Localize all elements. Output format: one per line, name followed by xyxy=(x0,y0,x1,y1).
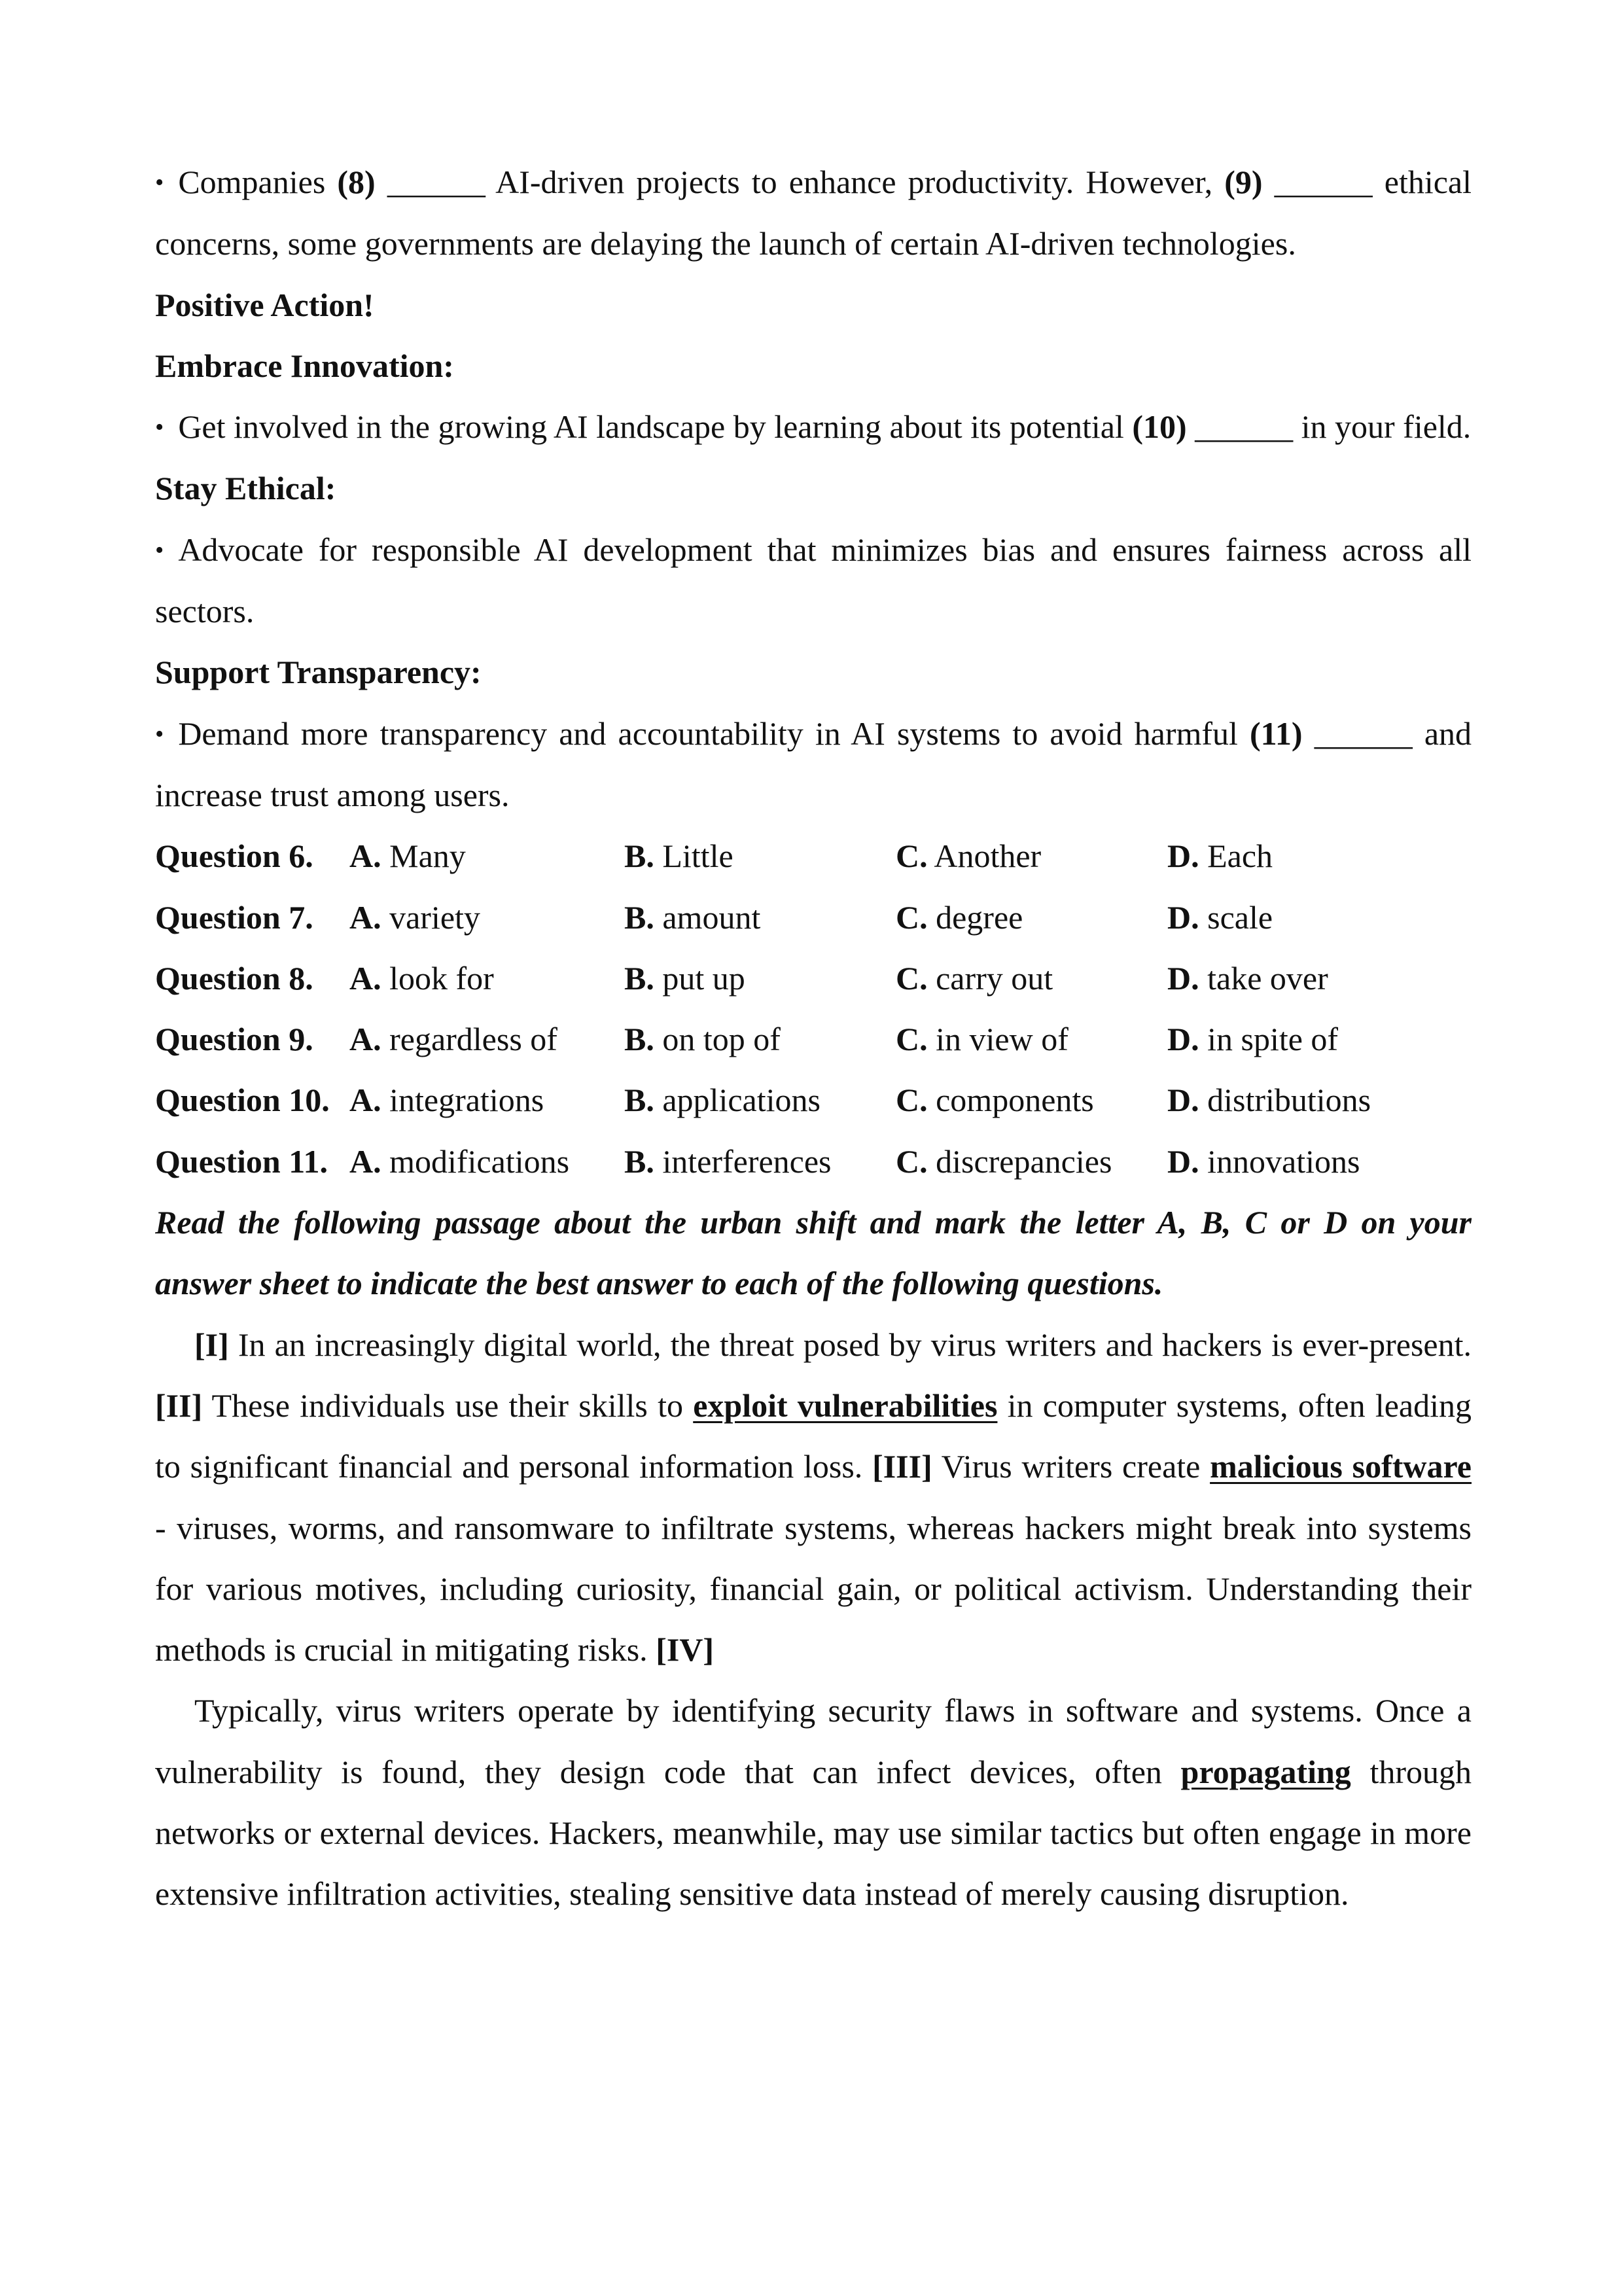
heading-stay-ethical: Stay Ethical: xyxy=(155,470,336,507)
option-c[interactable]: C. components xyxy=(896,1082,1094,1119)
option-d[interactable]: D. take over xyxy=(1167,959,1328,997)
heading-positive-action: Positive Action! xyxy=(155,286,374,323)
marker-ii: [II] xyxy=(155,1386,203,1424)
bullet-companies: • Companies (8) ______ AI-driven projects to enhance productivity. However, (9) ______ ethical concerns, some governments are delaying the launch of certain AI-driven technologies. xyxy=(155,152,1472,275)
question-row xyxy=(155,826,1472,887)
question-list xyxy=(155,826,1472,1192)
marker-iv: [IV] xyxy=(656,1631,715,1669)
option-a[interactable]: A. Many xyxy=(349,838,466,875)
heading-support-transparency: Support Transparency: xyxy=(155,654,482,691)
question-row xyxy=(155,948,1472,1009)
option-b[interactable]: B. Little xyxy=(624,838,733,875)
option-d[interactable]: D. distributions xyxy=(1167,1082,1371,1119)
option-a[interactable]: A. variety xyxy=(349,898,480,936)
blank-number-9: (9) xyxy=(1224,164,1263,200)
option-a[interactable]: A. modifications xyxy=(349,1142,570,1180)
passage-paragraph-1: [I] In an increasingly digital world, the threat posed by virus writers and hackers is ever-present. [II] These individuals use their skills to exploit vulnerabilities in computer systems, often leading to significant financial and personal information loss. [III] Virus writers create malicious software - viruses, worms, and ransomware to infiltrate systems, whereas hackers might break into systems for various motives, including curiosity, financial gain, or political activism. Understanding their methods is crucial in mitigating risks. [IV] xyxy=(155,1326,1472,1669)
option-b[interactable]: B. interferences xyxy=(624,1142,832,1180)
option-c[interactable]: C. degree xyxy=(896,898,1023,936)
option-a[interactable]: A. regardless of xyxy=(349,1021,557,1058)
option-c[interactable]: C. carry out xyxy=(896,959,1053,997)
bullet-support: • Demand more transparency and accountability in AI systems to avoid harmful (11) ______ and increase trust among users. xyxy=(155,703,1472,826)
blank-8: ______ xyxy=(387,164,485,200)
bullet-embrace: • Get involved in the growing AI landscape by learning about its potential (10) ______ in your field. xyxy=(155,397,1472,458)
blank-9: ______ xyxy=(1274,164,1373,200)
option-b[interactable]: B. applications xyxy=(624,1082,821,1119)
option-b[interactable]: B. on top of xyxy=(624,1021,781,1058)
option-d[interactable]: D. innovations xyxy=(1167,1142,1360,1180)
keyword-malicious-software: malicious software xyxy=(1210,1448,1472,1485)
blank-number-8: (8) xyxy=(337,164,376,200)
question-row xyxy=(155,1009,1472,1070)
document-page xyxy=(155,152,1472,1925)
question-row xyxy=(155,887,1472,948)
option-d[interactable]: D. in spite of xyxy=(1167,1021,1339,1058)
question-label: Question 6. xyxy=(155,838,313,875)
bullet-ethical: • Advocate for responsible AI development that minimizes bias and ensures fairness across all sectors. xyxy=(155,520,1472,643)
question-label: Question 8. xyxy=(155,959,313,997)
option-c[interactable]: C. Another xyxy=(896,838,1042,875)
option-d[interactable]: D. Each xyxy=(1167,838,1273,875)
question-row xyxy=(155,1131,1472,1192)
blank-11: ______ xyxy=(1314,715,1413,752)
option-d[interactable]: D. scale xyxy=(1167,898,1273,936)
reading-instruction: Read the following passage about the urban shift and mark the letter A, B, C or D on your answer sheet to indicate the best answer to each of the following questions. xyxy=(155,1204,1472,1302)
option-a[interactable]: A. integrations xyxy=(349,1082,544,1119)
blank-number-10: (10) xyxy=(1132,408,1187,446)
question-label: Question 7. xyxy=(155,898,313,936)
keyword-exploit-vulnerabilities: exploit vulnerabilities xyxy=(693,1386,998,1424)
option-c[interactable]: C. in view of xyxy=(896,1021,1068,1058)
option-a[interactable]: A. look for xyxy=(349,959,494,997)
marker-iii: [III] xyxy=(872,1448,932,1485)
question-label: Question 9. xyxy=(155,1021,313,1058)
option-b[interactable]: B. put up xyxy=(624,959,745,997)
heading-embrace-innovation: Embrace Innovation: xyxy=(155,347,454,384)
question-label: Question 10. xyxy=(155,1082,330,1119)
marker-i: [I] xyxy=(194,1326,229,1363)
blank-number-11: (11) xyxy=(1250,715,1303,752)
option-b[interactable]: B. amount xyxy=(624,898,761,936)
blank-10: ______ xyxy=(1195,408,1294,446)
question-row xyxy=(155,1070,1472,1131)
option-c[interactable]: C. discrepancies xyxy=(896,1142,1112,1180)
question-label: Question 11. xyxy=(155,1142,328,1180)
keyword-propagating: propagating xyxy=(1180,1753,1351,1790)
passage-paragraph-2: Typically, virus writers operate by identifying security flaws in software and systems. Once a vulnerability is found, they design code that can infect devices, often propagating through networks or external devices. Hackers, meanwhile, may use similar tactics but often engage in more extensive infiltration activities, stealing sensitive data instead of merely causing disruption. xyxy=(155,1692,1472,1913)
